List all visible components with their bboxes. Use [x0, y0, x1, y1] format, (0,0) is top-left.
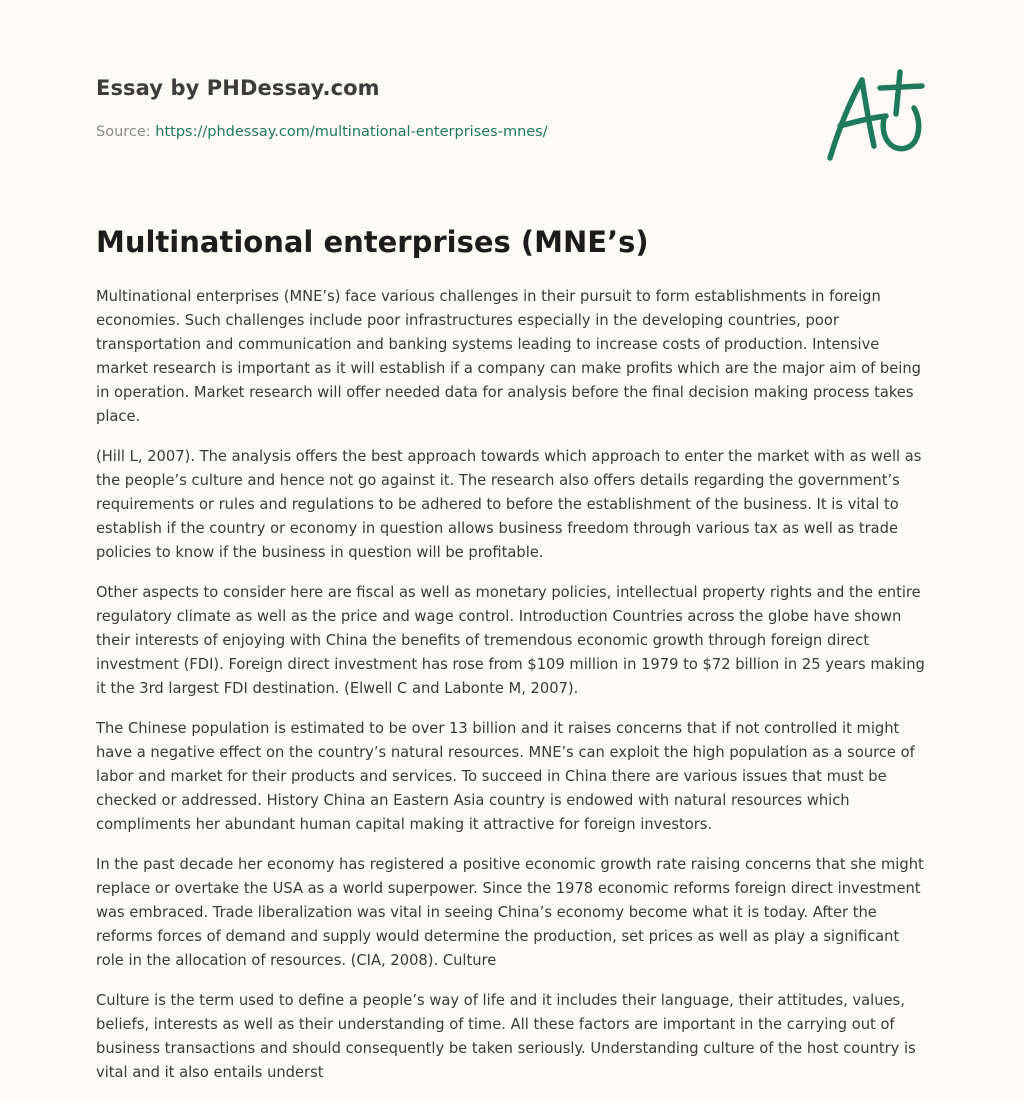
paragraph: In the past decade her economy has registered a positive economic growth rate raising concerns that she might replace or overtake the USA as a world superpower. Since the 1978 economic reforms foreign direct investment was embraced. Trade liberalization was vital in seeing China’s economy become what it is today. After the reforms forces of demand and supply would determine the production, set prices as well as play a significant role in the allocation of resources. (CIA, 2008). Culture — [96, 856, 924, 969]
source-link[interactable]: https://phdessay.com/multinational-enterprises-mnes/ — [155, 124, 548, 140]
paragraph: Other aspects to consider here are fiscal as well as monetary policies, intellectual property rights and the entire regulatory climate as well as the price and wage control. Introduction Countries across the globe have shown their interests of enjoying with China the benefits of tremendous economic growth through foreign direct investment (FDI). Foreign direct investment has rose from $109 million in 1979 to $72 billion in 25 years making it the 3rd largest FDI destination. (Elwell C and Labonte M, 2007). — [96, 584, 925, 697]
site-title: Essay by PHDessay.com — [96, 76, 380, 100]
document-title: Multinational enterprises (MNE’s) — [96, 225, 649, 259]
paragraph: The Chinese population is estimated to be over 13 billion and it raises concerns that if not controlled it might have a negative effect on the country’s natural resources. MNE’s can exploit the high population as a source of labor and market for their products and services. To succeed in China there are various issues that must be checked or addressed. History China an Eastern Asia country is endowed with natural resources which compliments her abundant human capital making it attractive for foreign investors. — [96, 720, 915, 833]
paragraph: Multinational enterprises (MNE’s) face various challenges in their pursuit to form establishments in foreign economies. Such challenges include poor infrastructures especially in the developing countries, poor transportation and communication and banking systems leading to increase costs of production. Intensive market research is important as it will establish if a company can make profits which are the major aim of being in operation. Market research will offer needed data for analysis before the final decision making process takes place. — [96, 288, 921, 425]
source-label: Source: — [96, 124, 156, 140]
source-line — [96, 124, 548, 140]
paragraph: (Hill L, 2007). The analysis offers the best approach towards which approach to enter the market with as well as the people’s culture and hence not go against it. The research also offers details regarding the government’s requirements or rules and regulations to be adhered to before the establishment of the business. It is vital to establish if the country or economy in question allows business freedom through various tax as well as trade policies to know if the business in question will be profitable. — [96, 448, 922, 561]
document-body — [96, 285, 928, 1101]
a-plus-grade-icon — [820, 66, 930, 166]
paragraph: Culture is the term used to define a people’s way of life and it includes their language, their attitudes, values, beliefs, interests as well as their understanding of time. All these factors are important in the carrying out of business transactions and should consequently be taken seriously. Understanding culture of the host country is vital and it also entails underst — [96, 992, 916, 1081]
